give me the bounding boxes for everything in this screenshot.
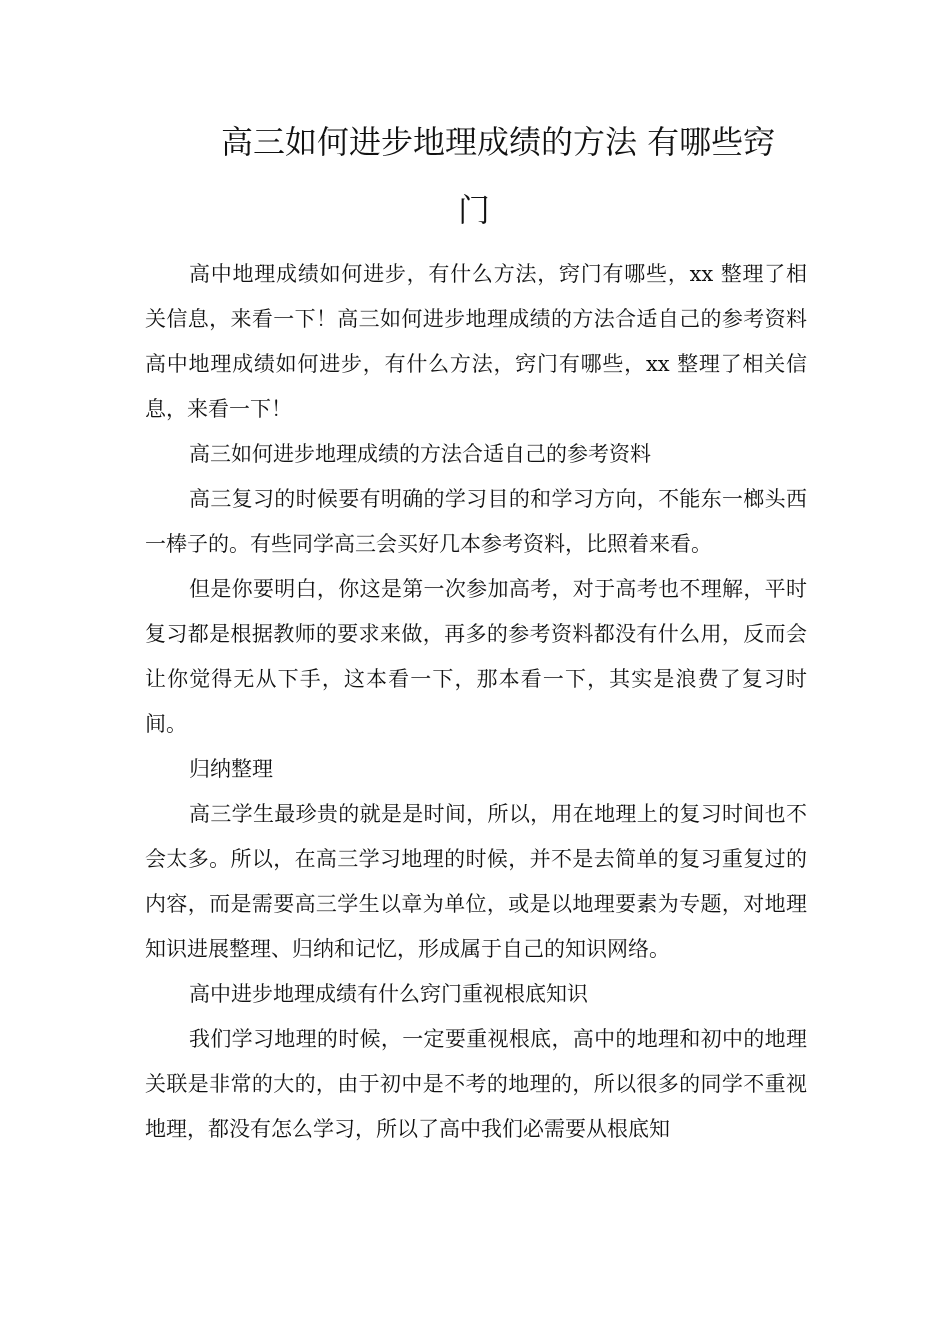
- document-body: [145, 252, 807, 1152]
- paragraph-heading-reference: 高三如何进步地理成绩的方法合适自己的参考资料: [189, 442, 651, 466]
- paragraph-intro: 高中地理成绩如何进步，有什么方法，窍门有哪些，xx 整理了相关信息，来看一下！高三如何进步地理成绩的方法合适自己的参考资料高中地理成绩如何进步，有什么方法，窍门有哪些，xx 整理了相关信息，来看一下！: [145, 262, 807, 421]
- document-title-line-2: 门: [458, 191, 491, 229]
- paragraph-heading-organize: 归纳整理: [189, 757, 273, 781]
- paragraph-heading-basics: 高中进步地理成绩有什么窍门重视根底知识: [189, 982, 588, 1006]
- paragraph-organize-knowledge: 高三学生最珍贵的就是是时间，所以，用在地理上的复习时间也不会太多。所以，在高三学习地理的时候，并不是去简单的复习重复过的内容，而是需要高三学生以章为单位，或是以地理要素为专题，对地理知识进展整理、归纳和记忆，形成属于自己的知识网络。: [145, 802, 807, 961]
- paragraph-clear-goals: 高三复习的时候要有明确的学习目的和学习方向，不能东一榔头西一棒子的。有些同学高三会买好几本参考资料，比照着来看。: [145, 487, 807, 556]
- document-title-line-1: 高三如何进步地理成绩的方法 有哪些窍: [221, 123, 776, 161]
- paragraph-follow-teacher: 但是你要明白，你这是第一次参加高考，对于高考也不理解，平时复习都是根据教师的要求来做，再多的参考资料都没有什么用，反而会让你觉得无从下手，这本看一下，那本看一下，其实是浪费了复习时间。: [145, 577, 807, 736]
- paragraph-value-basics: 我们学习地理的时候，一定要重视根底，高中的地理和初中的地理关联是非常的大的，由于初中是不考的地理的，所以很多的同学不重视地理，都没有怎么学习，所以了高中我们必需要从根底知: [145, 1027, 807, 1141]
